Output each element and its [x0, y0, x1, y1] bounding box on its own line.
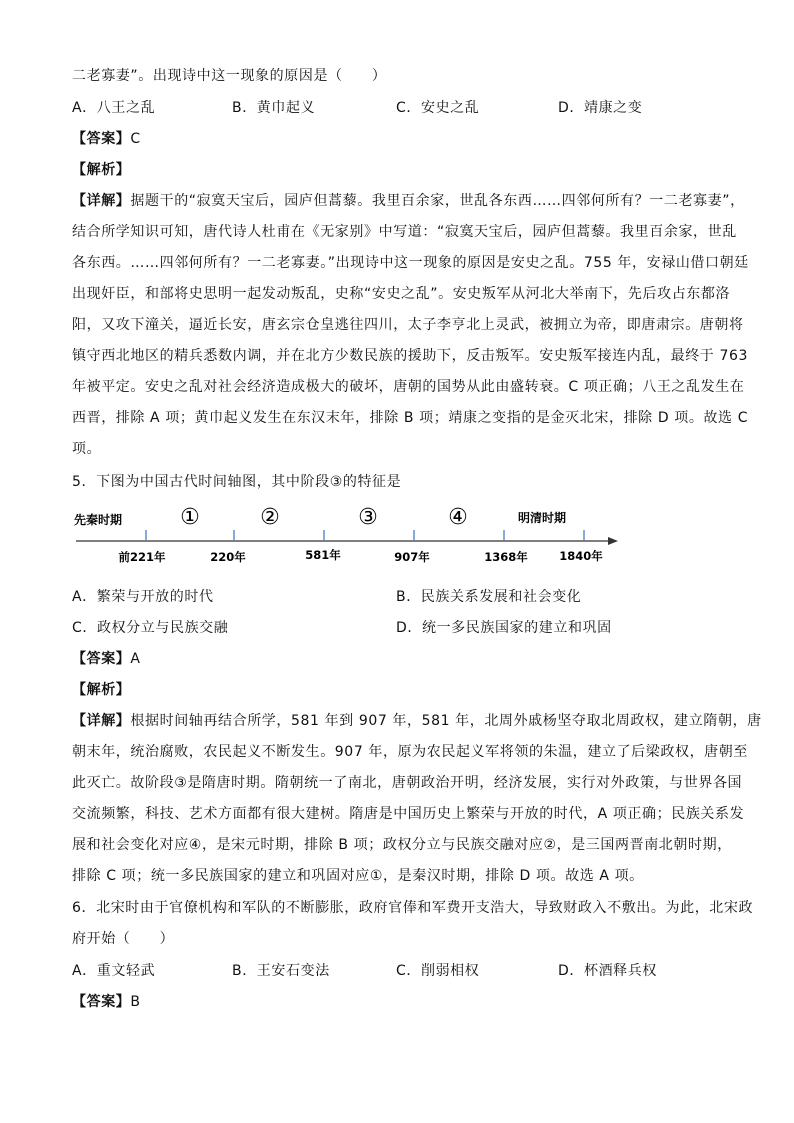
answer-tag: 【答案】: [72, 131, 131, 147]
q5-option-c: C．政权分立与民族交融: [72, 620, 229, 636]
q4-detail-line: 镇守西北地区的精兵悉数内调，并在北方少数民族的援助下，反击叛军。安史叛军接连内乱，最终于 763: [72, 348, 748, 364]
answer-tag: 【答案】: [72, 994, 131, 1010]
detail-tag: 【详解】: [72, 713, 131, 729]
q4-detail-line: 各东西。……四邻何所有？一二老寡妻。”出现诗中这一现象的原因是安史之乱。755 年，安禄山借口朝廷: [72, 255, 749, 271]
q4-detail-line: 阳，又攻下潼关，逼近长安，唐玄宗仓皇逃往四川，太子李亨北上灵武，被拥立为帝，即唐肃宗。唐朝将: [72, 317, 744, 333]
q4-detail-line: 年被平定。安史之乱对社会经济造成极大的破坏，唐朝的国势从此由盛转衰。C 项正确；八王之乱发生在: [72, 379, 745, 395]
q5-stem: 5．下图为中国古代时间轴图，其中阶段③的特征是: [72, 474, 402, 490]
q5-option-b: B．民族关系发展和社会变化: [396, 589, 582, 605]
q5-detail-line: 展和社会变化对应④，是宋元时期，排除 B 项；政权分立与民族交融对应②，是三国两晋南北朝时期，: [72, 837, 732, 853]
q4-option-a: A．八王之乱: [72, 100, 156, 116]
timeline-stage-2: ②: [260, 505, 280, 530]
timeline-year-label: 前221年: [118, 550, 166, 564]
timeline-diagram: [72, 498, 632, 568]
q4-answer: C: [130, 131, 141, 147]
timeline-arrow: [608, 537, 618, 545]
timeline-stage-1: ①: [180, 505, 200, 530]
q6-option-a: A．重文轻武: [72, 963, 156, 979]
timeline-stage-4: ④: [448, 505, 468, 530]
timeline-stage-3: ③: [358, 505, 378, 530]
answer-tag: 【答案】: [72, 651, 131, 667]
timeline-right-label: 明清时期: [518, 511, 567, 525]
q4-option-b: B．黄巾起义: [232, 100, 316, 116]
q6-stem-line: 6．北宋时由于官僚机构和军队的不断膨胀，政府官俸和军费开支浩大，导致财政入不敷出。为此，北宋政: [72, 900, 754, 916]
q6-stem-line: 府开始（ ）: [72, 931, 175, 947]
q5-detail-line: 排除 C 项；统一多民族国家的建立和巩固对应①，是秦汉时期，排除 D 项。故选 A 项。: [72, 868, 644, 884]
q5-detail-line: 此灭亡。故阶段③是隋唐时期。隋朝统一了南北，唐朝政治开明，经济发展，实行对外政策，与世界各国: [72, 775, 743, 791]
timeline-year-label: 1840年: [559, 549, 603, 563]
detail-tag: 【详解】: [72, 193, 131, 209]
timeline-year-label: 581年: [305, 548, 341, 562]
q5-detail-line: 朝末年，统治腐败，农民起义不断发生。907 年，原为农民起义军将领的朱温，建立了后梁政权，唐朝至: [72, 744, 748, 760]
q6-answer-line: [72, 992, 722, 1012]
q5-answer-line: [72, 649, 722, 669]
q4-analysis-tag: 【解析】: [72, 162, 131, 178]
q4-detail-line: 西晋，排除 A 项；黄巾起义发生在东汉末年，排除 B 项；靖康之变指的是金灭北宋，排除 D 项。故选 C: [72, 410, 749, 426]
q4-detail-line: 【详解】据题干的“寂寞天宝后，园庐但蒿藜。我里百余家，世乱各东西……四邻何所有？一二老寡妻”，: [72, 193, 745, 209]
q4-answer-line: [72, 129, 722, 149]
q5-analysis-tag: 【解析】: [72, 682, 131, 698]
q4-option-c: C．安史之乱: [396, 100, 480, 116]
q4-stem-tail: 二老寡妻”。出现诗中这一现象的原因是（ ）: [72, 68, 387, 84]
timeline-left-label: 先秦时期: [74, 513, 123, 527]
q4-detail-line: 项。: [72, 441, 102, 457]
q5-option-d: D．统一多民族国家的建立和巩固: [396, 620, 612, 636]
q6-option-d: D．杯酒释兵权: [558, 963, 657, 979]
q4-detail-line: 出现奸臣，和部将史思明一起发动叛乱，史称“安史之乱”。安史叛军从河北大举南下，先后攻占东都洛: [72, 286, 731, 302]
q5-detail-line: 交流频繁，科技、艺术方面都有很大建树。隋唐是中国历史上繁荣与开放的时代，A 项正确；民族关系发: [72, 806, 745, 822]
timeline-year-label: 907年: [394, 550, 430, 564]
q5-option-a: A．繁荣与开放的时代: [72, 589, 214, 605]
q5-answer: A: [130, 651, 141, 667]
q6-option-b: B．王安石变法: [232, 963, 330, 979]
q5-detail-line: 【详解】根据时间轴再结合所学，581 年到 907 年，581 年，北周外戚杨坚夺取北周政权，建立隋朝，唐: [72, 713, 762, 729]
q4-detail-line: 结合所学知识可知，唐代诗人杜甫在《无家别》中写道：“寂寞天宝后，园庐但蒿藜。我里百余家，世乱: [72, 224, 737, 240]
q6-answer: B: [130, 994, 141, 1010]
q4-option-d: D．靖康之变: [558, 100, 643, 116]
timeline-year-label: 1368年: [484, 550, 528, 564]
timeline-year-label: 220年: [210, 550, 246, 564]
q6-option-c: C．削弱相权: [396, 963, 480, 979]
